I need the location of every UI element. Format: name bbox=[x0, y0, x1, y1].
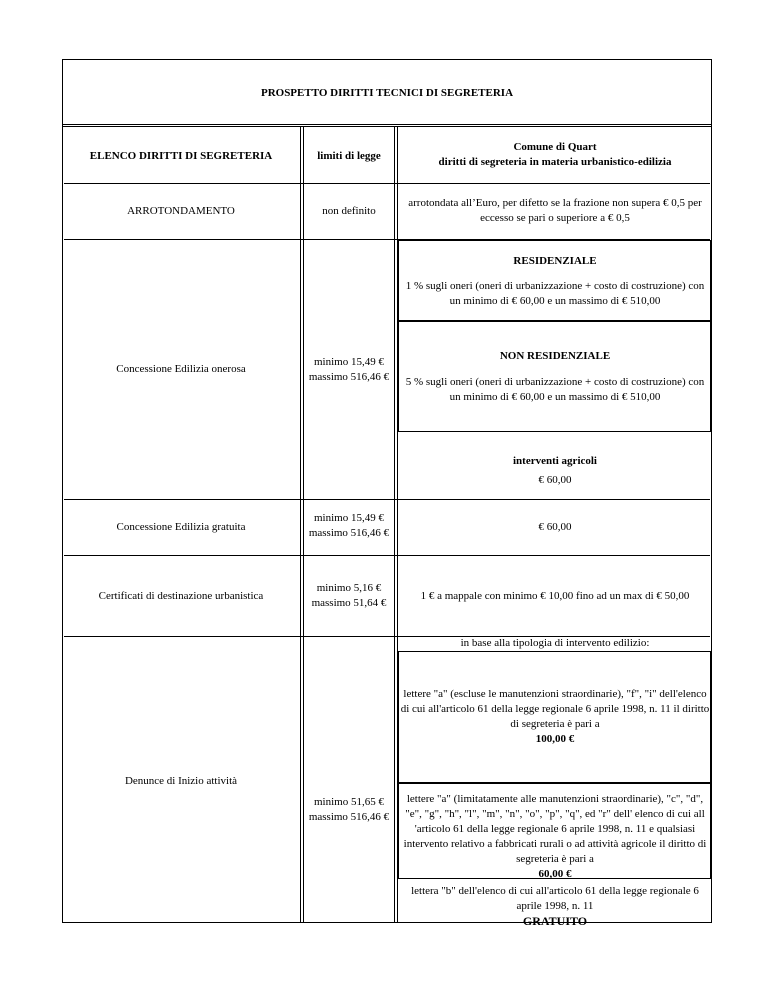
denunce-c-value: GRATUITO bbox=[522, 914, 588, 928]
row-certificati-limit: minimo 5,16 € massimo 51,64 € bbox=[311, 582, 387, 609]
row-divider bbox=[64, 555, 710, 556]
row-arrotondamento-value: arrotondata all’Euro, per difetto se la frazione non supera € 0,5 per eccesso se pari o superiore a € 0,5 bbox=[408, 197, 702, 224]
onerosa-residenziale-title: RESIDENZIALE bbox=[513, 255, 597, 267]
row-onerosa-name: Concessione Edilizia onerosa bbox=[116, 362, 246, 375]
row-arrotondamento-name: ARROTONDAMENTO bbox=[127, 204, 235, 217]
onerosa-agricoli-value: € 60,00 bbox=[538, 474, 572, 486]
denunce-c-text: lettera "b" dell'elenco di cui all'articolo 61 della legge regionale 6 aprile 1998, n. 11 GRATUITO bbox=[400, 884, 710, 929]
row-denunce-limit: minimo 51,65 € massimo 516,46 € bbox=[308, 796, 390, 823]
header-col-elenco: ELENCO DIRITTI DI SEGRETERIA bbox=[89, 149, 273, 162]
row-gratuita-name: Concessione Edilizia gratuita bbox=[116, 520, 246, 533]
denunce-a-text: lettere "a" (escluse le manutenzioni straordinarie), "f", "i" dell'elenco di cui all'articolo 61 della legge regionale 6 aprile 1998, n. 11 il diritto di segreteria è pari a 100,00 € bbox=[400, 688, 710, 745]
row-denunce-name: Denunce di Inizio attività bbox=[124, 774, 238, 787]
row-gratuita-value: € 60,00 bbox=[538, 520, 572, 533]
onerosa-nonresidenziale-title: NON RESIDENZIALE bbox=[499, 350, 611, 362]
onerosa-agricoli-title: interventi agricoli bbox=[512, 455, 597, 467]
denunce-b-value: 60,00 € bbox=[538, 868, 572, 880]
row-arrotondamento-limit: non definito bbox=[322, 204, 376, 217]
denunce-intro: in base alla tipologia di intervento edilizio: bbox=[460, 637, 650, 649]
row-certificati-value: 1 € a mappale con minimo € 10,00 fino ad un max di € 50,00 bbox=[420, 589, 690, 602]
header-col-comune: Comune di Quart diritti di segreteria in materia urbanistico-edilizia bbox=[438, 141, 672, 168]
denunce-b-text: lettere "a" (limitatamente alle manutenzioni straordinarie), "c", "d", "e", "g", "h", "l", "m", "n", "o", "p", "q", ed "r" dell' elenco di cui all 'articolo 61 della legge regionale 6 aprile 1998, n. 11 e qualsiasi intervento relativo a fabbricati rurali o ad attività agricole il diritto di segreteria è pari a 60,00 € bbox=[400, 792, 710, 882]
row-divider bbox=[64, 499, 710, 500]
denunce-a-value: 100,00 € bbox=[535, 733, 575, 745]
title-divider bbox=[62, 124, 712, 127]
onerosa-nonresidenziale-text: 5 % sugli oneri (oneri di urbanizzazione + costo di costruzione) con un minimo di € 60,00 e un massimo di € 510,00 bbox=[405, 376, 705, 403]
col1-divider bbox=[300, 127, 304, 923]
onerosa-residenziale-text: 1 % sugli oneri (oneri di urbanizzazione + costo di costruzione) con un minimo di € 60,00 e un massimo di € 510,00 bbox=[405, 280, 705, 307]
header-col-limiti: limiti di legge bbox=[317, 149, 381, 162]
row-certificati-name: Certificati di destinazione urbanistica bbox=[98, 589, 264, 602]
document-title: PROSPETTO DIRITTI TECNICI DI SEGRETERIA bbox=[260, 86, 514, 99]
row-gratuita-limit: minimo 15,49 € massimo 516,46 € bbox=[308, 512, 390, 539]
header-divider bbox=[64, 183, 710, 184]
row-onerosa-limit: minimo 15,49 € massimo 516,46 € bbox=[308, 356, 390, 383]
